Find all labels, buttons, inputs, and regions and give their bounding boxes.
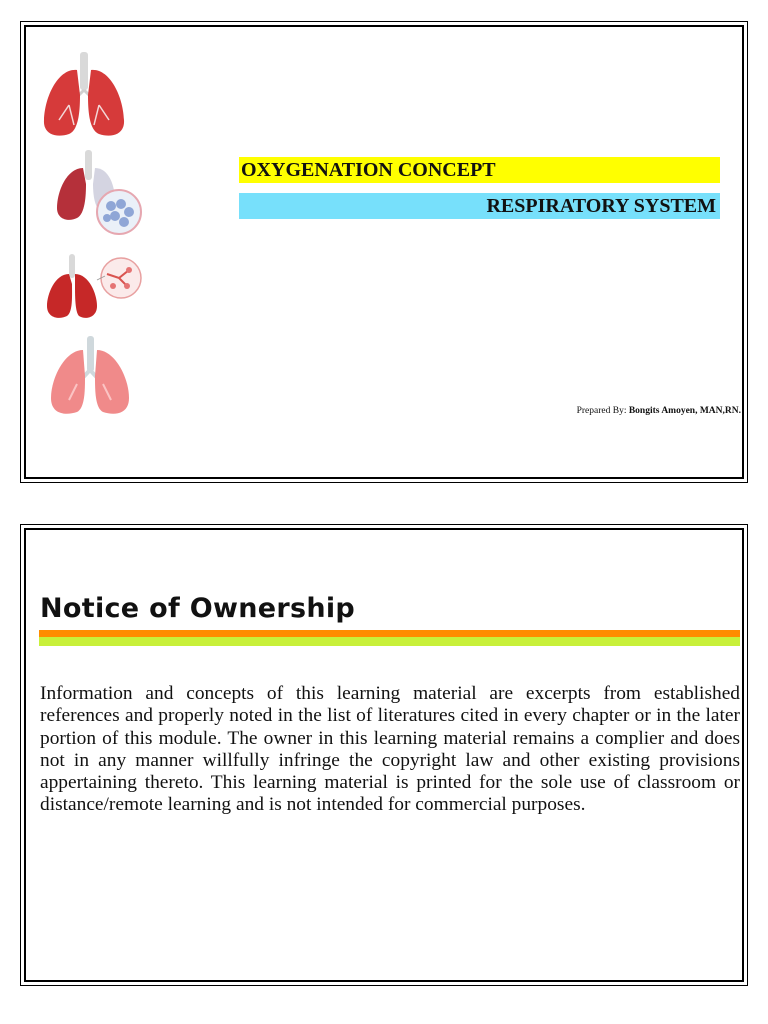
- prepared-by-label: Prepared By:: [576, 406, 627, 416]
- module-title: OXYGENATION CONCEPT: [239, 157, 720, 183]
- cover-page: [20, 21, 748, 483]
- heading-rule-orange: [39, 630, 740, 637]
- notice-body-text: Information and concepts of this learning material are excerpts from established references and properly noted in the list of literatures cited in every chapter or in the later portion of this module. The owner in this learning material remains a complier and does not in any manner willfully infringe the copyright law and other existing provisions appertaining thereto. This learning material is printed for the sole use of classroom or distance/remote learning and is not intended for commercial purposes.: [40, 683, 740, 816]
- notice-heading: Notice of Ownership: [40, 593, 356, 624]
- lungs-bronchiole-icon: [43, 250, 147, 324]
- prepared-by: [577, 406, 741, 416]
- lungs-icon: [39, 50, 129, 140]
- heading-rule-green: [39, 637, 740, 646]
- lungs-alveoli-icon: [49, 146, 153, 238]
- notice-page: [20, 524, 748, 986]
- module-subtitle: RESPIRATORY SYSTEM: [239, 193, 720, 219]
- author-name: Bongits Amoyen, MAN,RN.: [628, 406, 741, 416]
- pink-lungs-icon: [45, 334, 135, 420]
